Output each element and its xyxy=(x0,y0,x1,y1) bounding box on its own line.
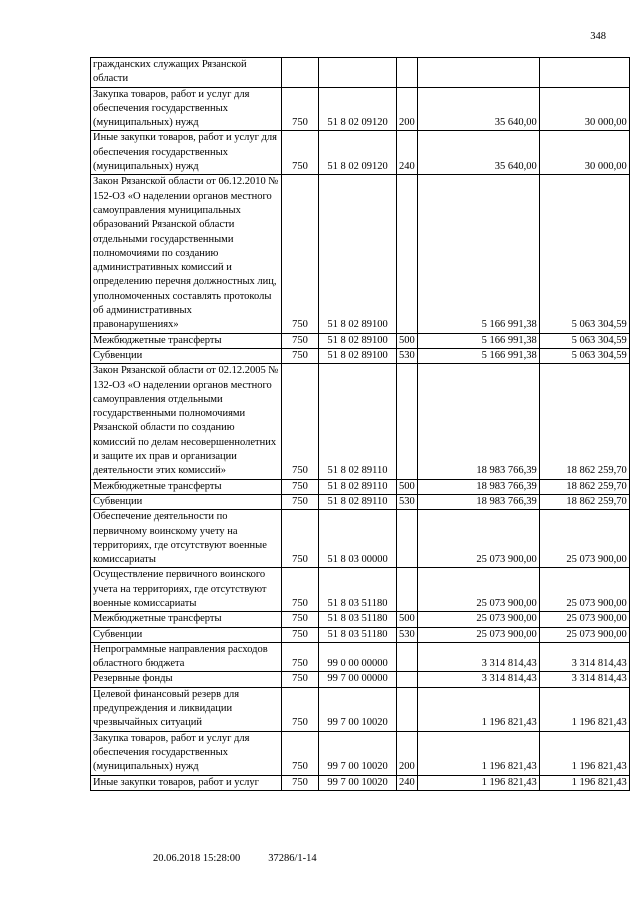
target-article-cell: 51 8 02 09120 xyxy=(319,131,397,175)
executed-sum-cell xyxy=(539,58,629,88)
executed-sum-cell: 18 862 259,70 xyxy=(539,494,629,509)
expense-type-cell: 530 xyxy=(397,348,418,363)
grbs-code-cell: 750 xyxy=(282,87,319,131)
grbs-code-cell: 750 xyxy=(282,775,319,790)
target-article-cell: 99 0 00 00000 xyxy=(319,642,397,672)
target-article-cell: 51 8 02 89100 xyxy=(319,175,397,333)
target-article-cell: 51 8 02 89100 xyxy=(319,348,397,363)
item-name-cell: Закон Рязанской области от 06.12.2010 № 152-ОЗ «О наделении органов местного самоуправления муниципальных образований Рязанской области отдельными государственными полномочиями по созданию административных комиссий и определению перечня должностных лиц, уполномоченных составлять протоколы об административных правонарушениях» xyxy=(91,175,282,333)
grbs-code-cell: 750 xyxy=(282,479,319,494)
item-name-cell: Субвенции xyxy=(91,348,282,363)
table-row xyxy=(91,627,630,642)
expense-type-cell: 500 xyxy=(397,479,418,494)
target-article-cell: 51 8 02 89110 xyxy=(319,479,397,494)
target-article-cell: 99 7 00 10020 xyxy=(319,731,397,775)
budget-table xyxy=(90,57,630,791)
grbs-code-cell: 750 xyxy=(282,364,319,479)
item-name-cell: Межбюджетные трансферты xyxy=(91,612,282,627)
footer-datetime: 20.06.2018 15:28:00 xyxy=(153,853,241,864)
table-row xyxy=(91,364,630,479)
planned-sum-cell xyxy=(417,58,539,88)
target-article-cell: 99 7 00 10020 xyxy=(319,775,397,790)
item-name-cell: Закупка товаров, работ и услуг для обеспечения государственных (муниципальных) нужд xyxy=(91,87,282,131)
planned-sum-cell: 18 983 766,39 xyxy=(417,364,539,479)
executed-sum-cell: 5 063 304,59 xyxy=(539,333,629,348)
table-row xyxy=(91,131,630,175)
planned-sum-cell: 25 073 900,00 xyxy=(417,612,539,627)
grbs-code-cell: 750 xyxy=(282,333,319,348)
table-row xyxy=(91,672,630,687)
grbs-code-cell: 750 xyxy=(282,348,319,363)
target-article-cell: 51 8 03 51180 xyxy=(319,627,397,642)
planned-sum-cell: 25 073 900,00 xyxy=(417,510,539,568)
executed-sum-cell: 25 073 900,00 xyxy=(539,568,629,612)
planned-sum-cell: 1 196 821,43 xyxy=(417,687,539,731)
grbs-code-cell: 750 xyxy=(282,642,319,672)
planned-sum-cell: 1 196 821,43 xyxy=(417,775,539,790)
executed-sum-cell: 30 000,00 xyxy=(539,131,629,175)
target-article-cell: 99 7 00 10020 xyxy=(319,687,397,731)
target-article-cell: 51 8 03 51180 xyxy=(319,568,397,612)
planned-sum-cell: 5 166 991,38 xyxy=(417,348,539,363)
planned-sum-cell: 3 314 814,43 xyxy=(417,642,539,672)
item-name-cell: Иные закупки товаров, работ и услуг xyxy=(91,775,282,790)
expense-type-cell xyxy=(397,175,418,333)
item-name-cell: Целевой финансовый резерв для предупреждения и ликвидации чрезвычайных ситуаций xyxy=(91,687,282,731)
item-name-cell: Непрограммные направления расходов областного бюджета xyxy=(91,642,282,672)
expense-type-cell: 200 xyxy=(397,87,418,131)
table-row xyxy=(91,494,630,509)
item-name-cell: Межбюджетные трансферты xyxy=(91,333,282,348)
planned-sum-cell: 25 073 900,00 xyxy=(417,627,539,642)
executed-sum-cell: 25 073 900,00 xyxy=(539,510,629,568)
planned-sum-cell: 18 983 766,39 xyxy=(417,479,539,494)
expense-type-cell xyxy=(397,672,418,687)
expense-type-cell xyxy=(397,642,418,672)
table-row xyxy=(91,642,630,672)
expense-type-cell: 240 xyxy=(397,131,418,175)
item-name-cell: Субвенции xyxy=(91,494,282,509)
expense-type-cell: 530 xyxy=(397,627,418,642)
item-name-cell: Иные закупки товаров, работ и услуг для обеспечения государственных (муниципальных) нужд xyxy=(91,131,282,175)
planned-sum-cell: 18 983 766,39 xyxy=(417,494,539,509)
planned-sum-cell: 1 196 821,43 xyxy=(417,731,539,775)
expense-type-cell xyxy=(397,58,418,88)
executed-sum-cell: 25 073 900,00 xyxy=(539,612,629,627)
planned-sum-cell: 5 166 991,38 xyxy=(417,333,539,348)
target-article-cell: 51 8 03 00000 xyxy=(319,510,397,568)
target-article-cell: 51 8 02 89110 xyxy=(319,364,397,479)
table-row xyxy=(91,348,630,363)
item-name-cell: Резервные фонды xyxy=(91,672,282,687)
item-name-cell: Субвенции xyxy=(91,627,282,642)
executed-sum-cell: 3 314 814,43 xyxy=(539,642,629,672)
grbs-code-cell: 750 xyxy=(282,568,319,612)
planned-sum-cell: 3 314 814,43 xyxy=(417,672,539,687)
grbs-code-cell: 750 xyxy=(282,175,319,333)
executed-sum-cell: 1 196 821,43 xyxy=(539,731,629,775)
expense-type-cell: 500 xyxy=(397,612,418,627)
grbs-code-cell: 750 xyxy=(282,494,319,509)
footer-doc-number: 37286/1-14 xyxy=(268,853,317,864)
expense-type-cell xyxy=(397,364,418,479)
executed-sum-cell: 18 862 259,70 xyxy=(539,479,629,494)
target-article-cell xyxy=(319,58,397,88)
item-name-cell: Закон Рязанской области от 02.12.2005 № 132-ОЗ «О наделении органов местного самоуправления отдельными государственными полномочиями Рязанской области по созданию комиссий по делам несовершеннолетних и защите их прав и организации деятельности этих комиссий» xyxy=(91,364,282,479)
grbs-code-cell: 750 xyxy=(282,731,319,775)
planned-sum-cell: 35 640,00 xyxy=(417,87,539,131)
table-row xyxy=(91,175,630,333)
target-article-cell: 51 8 02 89100 xyxy=(319,333,397,348)
planned-sum-cell: 5 166 991,38 xyxy=(417,175,539,333)
expense-type-cell: 500 xyxy=(397,333,418,348)
target-article-cell: 51 8 02 89110 xyxy=(319,494,397,509)
document-footer xyxy=(153,853,317,864)
grbs-code-cell: 750 xyxy=(282,131,319,175)
table-body xyxy=(91,58,630,791)
grbs-code-cell xyxy=(282,58,319,88)
page-number: 348 xyxy=(590,31,606,42)
executed-sum-cell: 5 063 304,59 xyxy=(539,175,629,333)
table-row xyxy=(91,612,630,627)
table-row xyxy=(91,479,630,494)
expense-type-cell: 240 xyxy=(397,775,418,790)
expense-type-cell: 530 xyxy=(397,494,418,509)
table-row xyxy=(91,333,630,348)
expense-type-cell xyxy=(397,510,418,568)
table-row xyxy=(91,731,630,775)
executed-sum-cell: 18 862 259,70 xyxy=(539,364,629,479)
item-name-cell: Осуществление первичного воинского учета на территориях, где отсутствуют военные комиссариаты xyxy=(91,568,282,612)
executed-sum-cell: 1 196 821,43 xyxy=(539,687,629,731)
target-article-cell: 99 7 00 00000 xyxy=(319,672,397,687)
item-name-cell: Обеспечение деятельности по первичному воинскому учету на территориях, где отсутствуют военные комиссариаты xyxy=(91,510,282,568)
grbs-code-cell: 750 xyxy=(282,627,319,642)
executed-sum-cell: 5 063 304,59 xyxy=(539,348,629,363)
item-name-cell: гражданских служащих Рязанской области xyxy=(91,58,282,88)
target-article-cell: 51 8 03 51180 xyxy=(319,612,397,627)
grbs-code-cell: 750 xyxy=(282,672,319,687)
grbs-code-cell: 750 xyxy=(282,612,319,627)
planned-sum-cell: 25 073 900,00 xyxy=(417,568,539,612)
item-name-cell: Закупка товаров, работ и услуг для обеспечения государственных (муниципальных) нужд xyxy=(91,731,282,775)
target-article-cell: 51 8 02 09120 xyxy=(319,87,397,131)
executed-sum-cell: 3 314 814,43 xyxy=(539,672,629,687)
planned-sum-cell: 35 640,00 xyxy=(417,131,539,175)
table-row xyxy=(91,87,630,131)
grbs-code-cell: 750 xyxy=(282,687,319,731)
grbs-code-cell: 750 xyxy=(282,510,319,568)
executed-sum-cell: 25 073 900,00 xyxy=(539,627,629,642)
table-row xyxy=(91,687,630,731)
table-row xyxy=(91,510,630,568)
executed-sum-cell: 1 196 821,43 xyxy=(539,775,629,790)
item-name-cell: Межбюджетные трансферты xyxy=(91,479,282,494)
expense-type-cell xyxy=(397,687,418,731)
table-row xyxy=(91,58,630,88)
table-row xyxy=(91,775,630,790)
table-row xyxy=(91,568,630,612)
executed-sum-cell: 30 000,00 xyxy=(539,87,629,131)
expense-type-cell: 200 xyxy=(397,731,418,775)
expense-type-cell xyxy=(397,568,418,612)
